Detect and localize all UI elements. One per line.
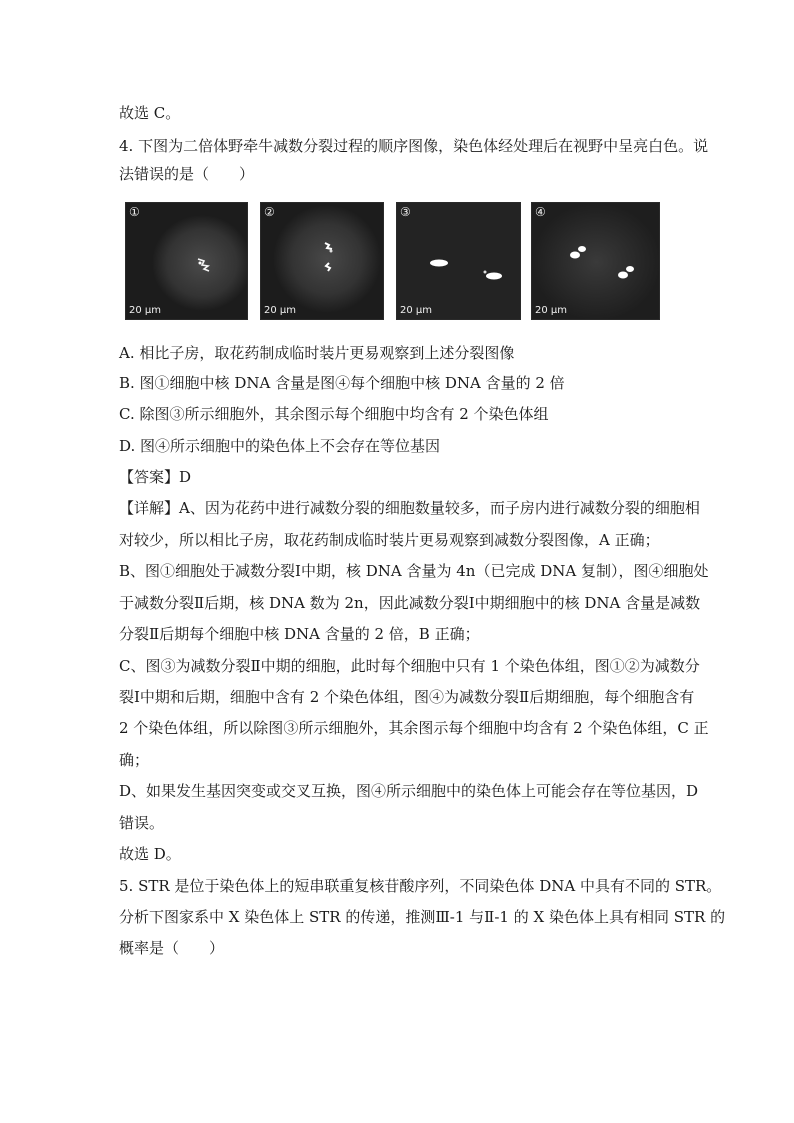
- panel-label-2: ②: [264, 205, 275, 219]
- scale-bar-label-3: 20 μm: [400, 305, 433, 316]
- option-a: A. 相比子房，取花药制成临时装片更易观察到上述分裂图像: [119, 344, 515, 362]
- option-b: B. 图①细胞中核 DNA 含量是图④每个细胞中核 DNA 含量的 2 倍: [119, 374, 565, 392]
- scale-bar-label-2: 20 μm: [264, 305, 297, 316]
- scale-bar-label-4: 20 μm: [535, 305, 568, 316]
- panel-label-3: ③: [400, 205, 411, 219]
- cell-image-3: [397, 203, 521, 320]
- micrograph-panel-4: [531, 202, 660, 320]
- panel-label-4: ④: [535, 205, 546, 219]
- panel-label-1: ①: [129, 205, 140, 219]
- explanation-line: D、如果发生基因突变或交叉互换，图④所示细胞中的染色体上可能会存在等位基因，D: [119, 782, 699, 800]
- scale-bar-label-1: 20 μm: [129, 305, 162, 316]
- explanation-line: 于减数分裂Ⅱ后期，核 DNA 数为 2n，因此减数分裂Ⅰ中期细胞中的核 DNA 含量是减数: [119, 594, 701, 612]
- explanation-line: 2 个染色体组，所以除图③所示细胞外，其余图示每个细胞中均含有 2 个染色体组，C 正: [119, 719, 709, 737]
- answer-line: 【答案】D: [119, 468, 192, 486]
- option-d: D. 图④所示细胞中的染色体上不会存在等位基因: [119, 437, 441, 455]
- explanation-line: 对较少，所以相比子房，取花药制成临时装片更易观察到减数分裂图像，A 正确；: [119, 531, 660, 549]
- explanation-line: B、图①细胞处于减数分裂Ⅰ中期，核 DNA 含量为 4n（已完成 DNA 复制），图④细胞处: [119, 562, 709, 580]
- micrograph-panel-1: [125, 202, 248, 320]
- explanation-line: 确；: [119, 751, 150, 769]
- micrograph-figure-row: [125, 202, 660, 320]
- cell-image-2: [261, 203, 384, 320]
- explanation-line: 【详解】A、因为花药中进行减数分裂的细胞数量较多，而子房内进行减数分裂的细胞相: [119, 499, 700, 517]
- explanation-line: 分裂Ⅱ后期每个细胞中核 DNA 含量的 2 倍，B 正确；: [119, 625, 480, 643]
- text-line: 故选 C。: [119, 104, 181, 122]
- text-line: 故选 D。: [119, 845, 181, 863]
- cell-image-4: [532, 203, 660, 320]
- question-5-stem: 5. STR 是位于染色体上的短串联重复核苷酸序列，不同染色体 DNA 中具有不同的 STR。: [119, 877, 722, 895]
- micrograph-panel-2: [260, 202, 384, 320]
- explanation-line: 裂Ⅰ中期和后期，细胞中含有 2 个染色体组，图④为减数分裂Ⅱ后期细胞，每个细胞含有: [119, 688, 695, 706]
- option-c: C. 除图③所示细胞外，其余图示每个细胞中均含有 2 个染色体组: [119, 405, 549, 423]
- question-4-stem: 4. 下图为二倍体野牵牛减数分裂过程的顺序图像，染色体经处理后在视野中呈亮白色。说: [119, 137, 709, 155]
- question-5-stem-cont: 概率是（ ）: [119, 939, 225, 957]
- micrograph-panel-3: [396, 202, 521, 320]
- explanation-line: 错误。: [119, 814, 165, 832]
- question-4-stem-cont: 法错误的是（ ）: [119, 165, 255, 183]
- explanation-line: C、图③为减数分裂Ⅱ中期的细胞，此时每个细胞中只有 1 个染色体组，图①②为减数分: [119, 657, 700, 675]
- cell-image-1: [126, 203, 248, 320]
- question-5-stem-cont: 分析下图家系中 X 染色体上 STR 的传递，推测Ⅲ-1 与Ⅱ-1 的 X 染色体上具有相同 STR 的: [119, 908, 726, 926]
